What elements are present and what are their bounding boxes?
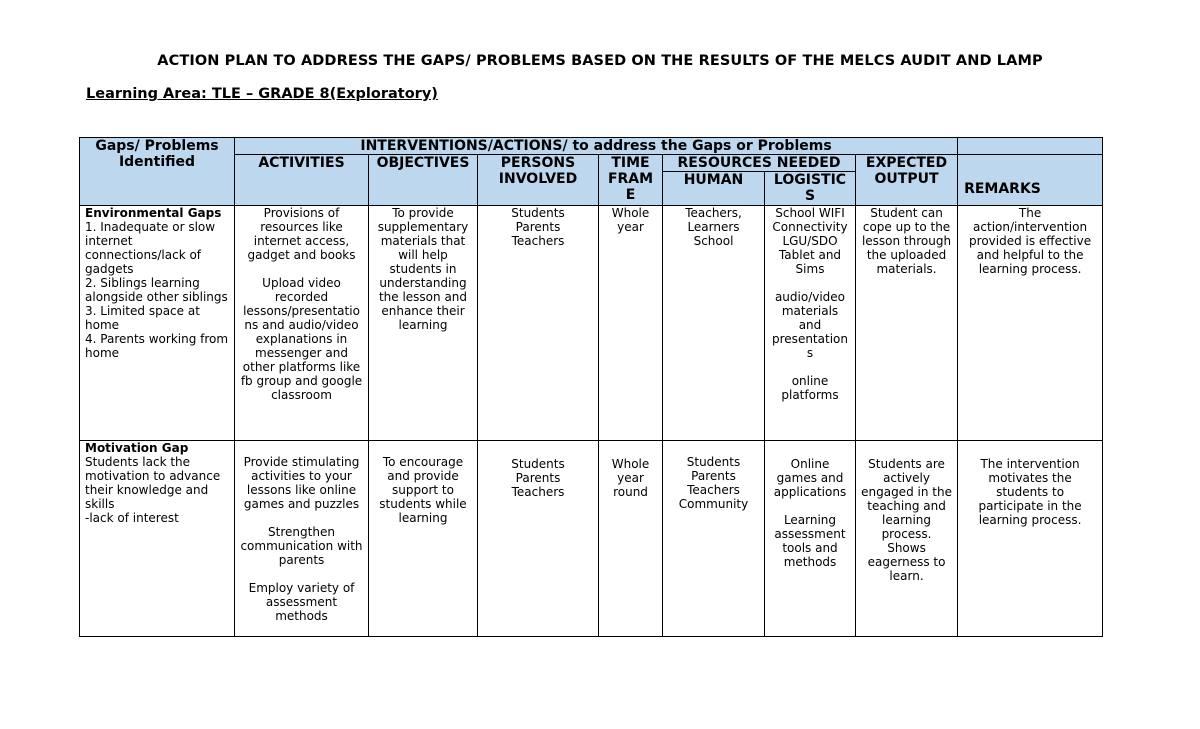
- header-resources-needed: RESOURCES NEEDED: [663, 155, 856, 172]
- gap-line: 4. Parents working from home: [85, 332, 229, 360]
- logistics-item: School WIFI: [775, 206, 845, 220]
- time-frame-cell: Whole year: [599, 206, 663, 441]
- gap-line: -lack of interest: [85, 511, 179, 525]
- person-item: Students: [511, 206, 565, 220]
- action-plan-table: [79, 137, 1103, 637]
- person-item: Students: [511, 457, 565, 471]
- gap-line: Students lack the motivation to advance their knowledge and skills: [85, 455, 221, 511]
- human-item: Learners: [687, 220, 740, 234]
- objectives-cell: To encourage and provide support to students while learning: [369, 441, 478, 637]
- logistics-item: audio/video materials and presentation s: [772, 290, 848, 360]
- persons-cell: [478, 206, 599, 441]
- gap-line: 3. Limited space at home: [85, 304, 200, 332]
- person-item: Parents: [515, 471, 561, 485]
- gap-cell: [80, 441, 235, 637]
- logistics-item: Connectivity: [772, 220, 848, 234]
- human-cell: [663, 206, 765, 441]
- gap-cell: [80, 206, 235, 441]
- time-frame-cell: Whole year round: [599, 441, 663, 637]
- activity-item: Upload video recorded lessons/presentatio ns and audio/video explanations in messenger and other platforms like fb group and google classroom: [240, 276, 363, 402]
- gap-title: Motivation Gap: [85, 441, 189, 455]
- logistics-cell: [765, 206, 856, 441]
- header-logistics: LOGISTIC S: [765, 172, 856, 206]
- human-item: Parents: [691, 469, 736, 483]
- activities-cell: [235, 441, 369, 637]
- document-title: ACTION PLAN TO ADDRESS THE GAPS/ PROBLEMS BASED ON THE RESULTS OF THE MELCS AUDIT AND LAMP: [157, 53, 1043, 69]
- person-item: Teachers: [511, 234, 565, 248]
- human-item: Teachers,: [685, 206, 742, 220]
- header-time-frame: TIME FRAM E: [599, 155, 663, 206]
- person-item: Teachers: [511, 485, 565, 499]
- header-blank: [958, 138, 1103, 155]
- activity-item: Employ variety of assessment methods: [248, 581, 355, 623]
- header-gaps: Gaps/ Problems Identified: [80, 138, 235, 206]
- logistics-item: online platforms: [781, 374, 839, 402]
- human-item: Community: [678, 497, 749, 511]
- person-item: Parents: [515, 220, 561, 234]
- activity-item: Provisions of resources like internet access, gadget and books: [247, 206, 356, 262]
- remarks-cell: The intervention motivates the students to participate in the learning process.: [958, 441, 1103, 637]
- logistics-item: Learning assessment tools and methods: [774, 513, 846, 569]
- logistics-item: Online games and applications: [773, 457, 847, 499]
- human-item: School: [693, 234, 734, 248]
- gap-title: Environmental Gaps: [85, 206, 222, 220]
- header-interventions: INTERVENTIONS/ACTIONS/ to address the Gaps or Problems: [235, 138, 958, 155]
- activity-item: Provide stimulating activities to your lessons like online games and puzzles: [243, 455, 360, 511]
- persons-cell: [478, 441, 599, 637]
- logistics-cell: [765, 441, 856, 637]
- human-item: Students: [686, 455, 741, 469]
- objectives-cell: To provide supplementary materials that will help students in understanding the lesson and enhance their learning: [369, 206, 478, 441]
- human-cell: [663, 441, 765, 637]
- logistics-item: LGU/SDO: [782, 234, 838, 248]
- header-expected-output: EXPECTED OUTPUT: [856, 155, 958, 206]
- header-remarks: REMARKS: [958, 155, 1103, 206]
- activities-cell: [235, 206, 369, 441]
- learning-area-subtitle: Learning Area: TLE – GRADE 8(Exploratory): [86, 86, 438, 102]
- gap-line: 1. Inadequate or slow internet connections/lack of gadgets: [85, 220, 216, 276]
- expected-output-cell: Students are actively engaged in the teaching and learning process. Shows eagerness to learn.: [856, 441, 958, 637]
- header-activities: ACTIVITIES: [235, 155, 369, 206]
- remarks-cell: The action/intervention provided is effective and helpful to the learning process.: [958, 206, 1103, 441]
- table-row: [80, 441, 1103, 637]
- gap-line: 2. Siblings learning alongside other siblings: [85, 276, 228, 304]
- logistics-item: Tablet and Sims: [778, 248, 842, 276]
- activity-item: Strengthen communication with parents: [240, 525, 363, 567]
- header-human: HUMAN: [663, 172, 765, 206]
- human-item: Teachers: [687, 483, 740, 497]
- table-row: [80, 206, 1103, 441]
- header-objectives: OBJECTIVES: [369, 155, 478, 206]
- header-persons-involved: PERSONS INVOLVED: [478, 155, 599, 206]
- expected-output-cell: Student can cope up to the lesson through the uploaded materials.: [856, 206, 958, 441]
